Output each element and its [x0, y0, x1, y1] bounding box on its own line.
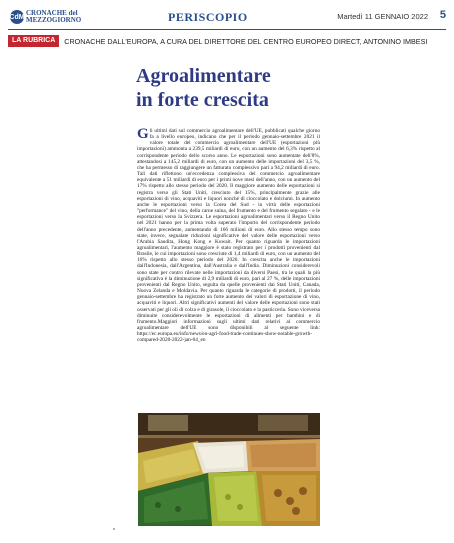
- logo-line-2: MEZZOGIORNO: [26, 16, 82, 24]
- rubrica-text: CRONACHE DALL'EUROPA, A CURA DEL DIRETTORE DEL CENTRO EUROPEO DIRECT, ANTONINO IMBESI: [64, 36, 428, 46]
- article-text: li ultimi dati sul commercio agroalimentare dell'UE, pubblicati qualche giorno fa a livello europeo, indicano che per il periodo gennaio-settembre 2021 il valore totale del commercio agroalimentare dell'UE (esportazioni più importazioni) ammonta a 239,5 miliardi di euro, con un aumento del 6,3% rispetto al corrispondente periodo dello scorso anno. Le esportazioni sono aumentate dell'8%, attestandosi a 145,2 miliardi di euro, con un aumento delle importazioni del 3,5 %, che ha permesso di raggiungere un fatturato complessivo pari a 94,2 miliardi di euro. Tali dati riflettono un'eccedenza complessiva del commercio agroalimentare equivalente a 51 miliardi di euro per i primi nove mesi dell'anno, con un aumento del 17% rispetto allo stesso periodo del 2020. Il maggiore aumento delle esportazioni si registra verso gli Stati Uniti, cresciuto del 15%, principalmente grazie alle esportazioni di vino, acquaviti e liquori nonché di cioccolato e dolciumi. In aumento anche le esportazioni verso la Corea del Sud - in virtù delle esportazioni "performance" del vino, della carne suina, del frumento e del frumento segalato - e le esportazioni verso la Svizzera. Le esportazioni agroalimentari verso il Regno Unito nel 2021 hanno per la prima volta superato l'importo del corrispondente periodo dell'anno precedente, aumentando di 166 milioni di euro. Allo stesso tempo sono state, invece, segnalate riduzioni significative del valore delle esportazioni verso l'Arabia Saudita, Hong Kong e Kuwait. Per quanto riguarda le importazioni agroalimentari, l'aumento maggiore è stato registrato per i prodotti provenienti dal Brasile, le cui importazioni sono cresciute di 1,4 miliardi di euro, con un aumento del 16% rispetto allo stesso periodo del 2020. In crescita anche le importazioni dall'Indonesia, dall'Argentina, dall'Australia e dall'India. Diminuzioni considerevoli sono state per contro rilevate nelle importazioni da diversi Paesi, tra le quali la più significativa è la diminuzione di 2,9 miliardi di euro, pari al 27 %, delle importazioni provenienti dal Regno Unito, seguita da quelle provenienti dai Stati Uniti, Canada, Nuova Zelanda e Moldavia. Per quanto riguarda le categorie di prodotti, il periodo gennaio-settembre ha registrato un forte aumento dei valori di esportazione di vino, acquaviti e liquori. Altri significativi aumenti del valore delle esportazioni sono stati osservati per gli oli di colza e di girasole, il cioccolato e la pasticceria. Sono viceversa diminuite considerevolmente le esportazioni di alimenti per bambini e di frumento.Maggiori informazioni sugli ultimi dati relativi al commercio agroalimentare dell'UE sono disponibili al seguente link: https://ec.europa.eu/info/news/eu-agri-food-trade-continues-show-notable-growth-compared-2020-2022-jan-04_en: [137, 128, 320, 344]
- issue-date: Martedì 11 GENNAIO 2022: [337, 12, 428, 21]
- masthead-rule: [8, 29, 446, 30]
- page-number: 5: [439, 9, 446, 21]
- market-produce-photo: [138, 413, 320, 526]
- headline-line-1: Agroalimentare: [136, 65, 271, 87]
- headline-line-2: in forte crescita: [136, 89, 269, 111]
- drop-cap: G: [137, 126, 149, 142]
- section-title: PERISCOPIO: [168, 10, 248, 24]
- footer-mark: [113, 528, 115, 530]
- logo-mark-icon: CdM: [10, 10, 24, 24]
- logo-text: [26, 10, 81, 24]
- newspaper-logo: [10, 10, 81, 24]
- rubrica-bar: [8, 35, 446, 47]
- article-body: [137, 128, 320, 343]
- rubrica-tag: LA RUBRICA: [8, 35, 59, 47]
- masthead: [8, 8, 446, 28]
- article-headline: [136, 64, 336, 112]
- logo-line-1: CRONACHE del: [26, 9, 78, 17]
- produce-illustration: [138, 413, 320, 526]
